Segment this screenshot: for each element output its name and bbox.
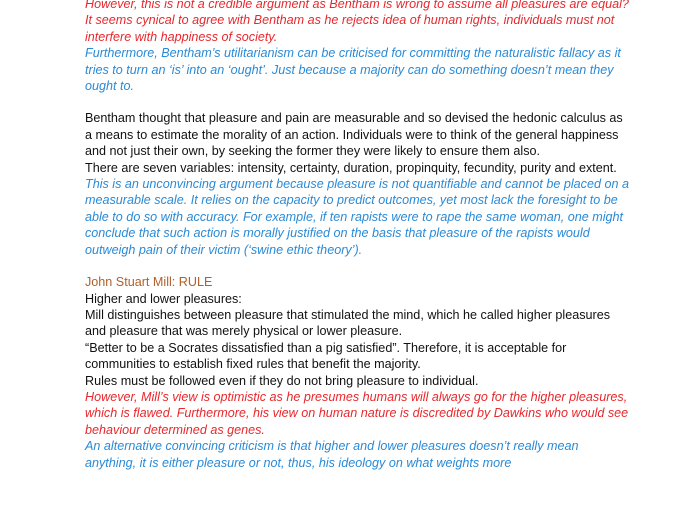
section-heading-mill: John Stuart Mill: RULE — [85, 275, 213, 290]
paragraph-naturalistic-fallacy: Furthermore, Bentham’s utilitarianism can be criticised for committing the naturalistic fallacy as it tries to turn an ‘is’ into an ‘ought’. Just because a majority can do something doesn’t mean they ought to. — [85, 46, 621, 94]
paragraph-hedonic-calculus: Bentham thought that pleasure and pain are measurable and so devised the hedonic calculus as a means to estimate the morality of an action. Individuals were to think of the general happiness and not just their own, by seeking the former they were likely to ensure them also. — [85, 111, 623, 159]
paragraph-unconvincing-argument: This is an unconvincing argument because pleasure is not quantifiable and cannot be placed on a measurable scale. It relies on the capacity to predict outcomes, yet most lack the foresight to be able to do so with accuracy. For example, if ten rapists were to rape the same woman, one might conclude that such action is morally justified on the basis that pleasure of the rapists would outweigh pain of their victim (‘swine ethic theory’). — [85, 177, 629, 257]
paragraph-mill-optimistic: However, Mill’s view is optimistic as he presumes humans will always go for the higher pleasures, which is flawed. Furthermore, his view on human nature is discredited by Dawkins who would see behaviour determined as genes. — [85, 389, 629, 437]
paragraph-bentham-critique: However, this is not a credible argument as Bentham is wrong to assume all pleasures are equal? It seems cynical to agree with Bentham as he rejects idea of human rights, individuals must not interfere with happiness of society. — [85, 0, 629, 44]
paragraph-seven-variables: There are seven variables: intensity, certainty, duration, propinquity, fecundity, purity and extent. — [85, 160, 617, 175]
paragraph-alternative-criticism: An alternative convincing criticism is that higher and lower pleasures doesn’t really mean anything, it is either pleasure or not, thus, his ideology on what weights more — [85, 439, 579, 470]
paragraph-gap — [85, 94, 630, 110]
paragraph-higher-lower: Higher and lower pleasures: — [85, 291, 242, 306]
paragraph-gap — [85, 258, 630, 274]
paragraph-rules-followed: Rules must be followed even if they do not bring pleasure to individual. — [85, 373, 479, 388]
paragraph-socrates-quote: “Better to be a Socrates dissatisfied than a pig satisfied”. Therefore, it is acceptable for communities to establish fixed rules that benefit the majority. — [85, 340, 567, 372]
document-body — [85, 0, 630, 471]
paragraph-mill-distinguishes: Mill distinguishes between pleasure that stimulated the mind, which he called higher pleasures and pleasure that was merely physical or lower pleasure. — [85, 307, 611, 339]
